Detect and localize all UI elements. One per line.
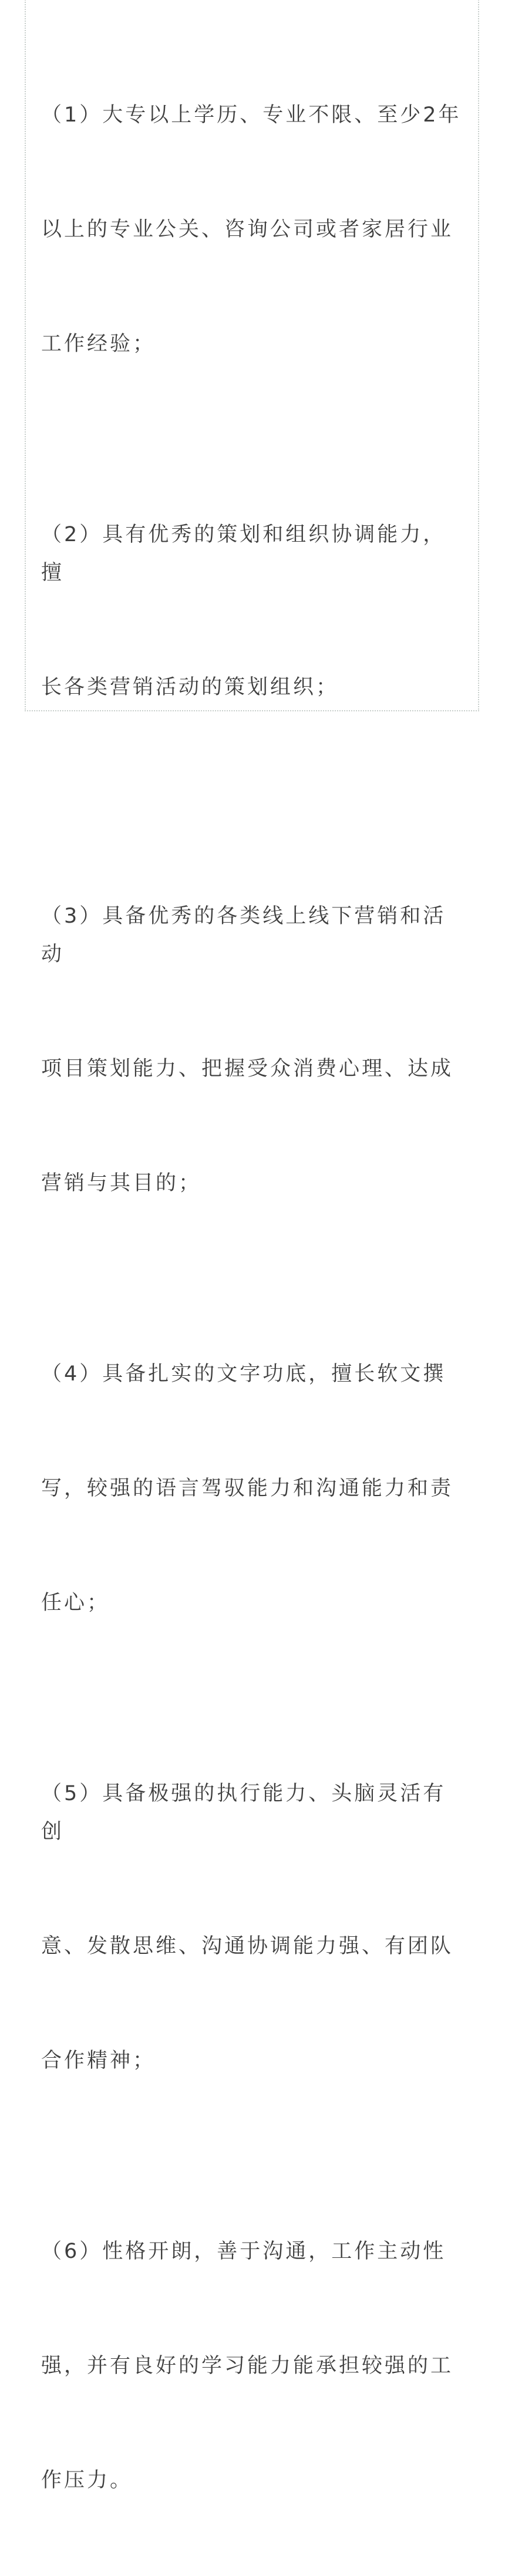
requirement-item-6 [41,2156,466,2576]
requirement-3-line-1: （3）具备优秀的各类线上线下营销和活动 [41,904,446,966]
requirement-4-line-1: （4）具备扎实的文字功底，擅长软文撰 [41,1362,446,1386]
requirement-item-4 [41,1279,466,1699]
requirement-item-5 [41,1699,466,2156]
requirement-6-line-3: 作压力。 [41,2469,133,2492]
requirement-item-1 [41,20,466,440]
requirement-5-line-1: （5）具备极强的执行能力、头脑灵活有创 [41,1782,446,1844]
requirement-2-line-1: （2）具有优秀的策划和组织协调能力，擅 [41,523,446,585]
requirement-5-line-2: 意、发散思维、沟通协调能力强、有团队 [41,1934,454,1958]
requirements-list [41,20,466,2576]
requirement-1-line-3: 工作经验； [41,332,156,356]
requirement-4-line-3: 任心； [41,1591,110,1615]
requirement-4-line-2: 写，较强的语言驾驭能力和沟通能力和责 [41,1477,454,1500]
requirement-item-2 [41,440,466,783]
requirement-6-line-2: 强，并有良好的学习能力能承担较强的工 [41,2354,454,2378]
requirement-6-line-1: （6）性格开朗，善于沟通，工作主动性 [41,2240,446,2263]
requirement-3-line-3: 营销与其目的； [41,1171,202,1195]
requirement-3-line-2: 项目策划能力、把握受众消费心理、达成 [41,1057,454,1081]
blank-line [41,783,466,821]
requirement-1-line-1: （1）大专以上学历、专业不限、至少2年 [41,103,462,127]
requirement-1-line-2: 以上的专业公关、咨询公司或者家居行业 [41,218,454,241]
requirement-2-line-2: 长各类营销活动的策划组织； [41,676,339,699]
requirement-item-3 [41,821,466,1279]
requirement-5-line-3: 合作精神； [41,2049,156,2072]
